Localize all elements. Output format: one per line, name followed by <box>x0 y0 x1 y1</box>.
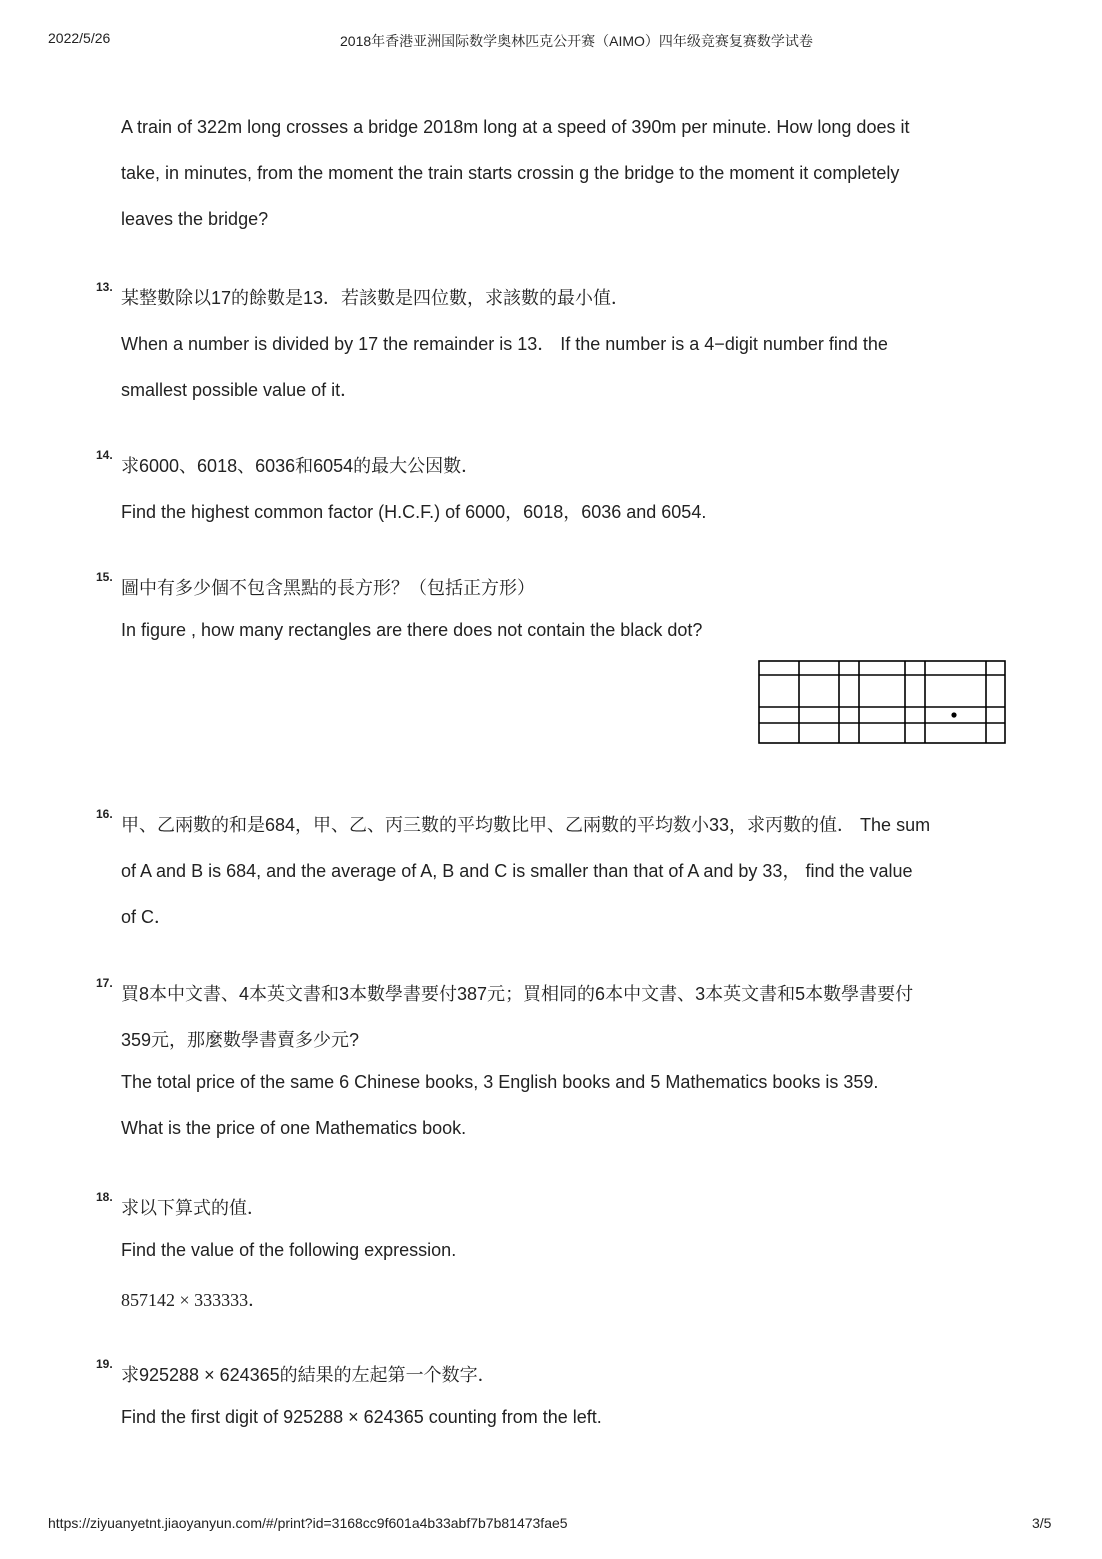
q16-line-1: 甲、乙兩數的和是684，甲、乙、丙三數的平均數比甲、乙兩數的平均数小33，求丙數的值． The sum <box>121 815 931 835</box>
q19-chinese: 求925288 × 624365的結果的左起第一个数字． <box>121 1365 496 1385</box>
q13-chinese: 某整數除以17的餘數是13．若該數是四位數，求該數的最小值． <box>121 288 630 308</box>
q13-english-2: smallest possible value of it． <box>121 380 359 400</box>
rectangle-grid-figure <box>758 660 1008 746</box>
header-title: 2018年香港亚洲国际数学奥林匹克公开赛（AIMO）四年级竞赛复赛数学试卷 <box>340 33 813 49</box>
q13-number: 13. <box>96 280 113 294</box>
q16-number: 16. <box>96 807 113 821</box>
q17-chinese-1: 買8本中文書、4本英文書和3本數學書要付387元；買相同的6本中文書、3本英文書和5本數學書要付 <box>121 984 914 1004</box>
q17-english-2: What is the price of one Mathematics book. <box>121 1118 467 1138</box>
q13-english-1: When a number is divided by 17 the remainder is 13． If the number is a 4−digit number find the <box>121 334 888 354</box>
q14-chinese: 求6000、6018、6036和6054的最大公因數． <box>121 456 480 476</box>
q17-chinese-2: 359元，那麼數學書賣多少元? <box>121 1030 360 1050</box>
q17-number: 17. <box>96 976 113 990</box>
q15-english: In figure , how many rectangles are there does not contain the black dot? <box>121 620 703 640</box>
q18-english: Find the value of the following expression. <box>121 1240 457 1260</box>
footer-url[interactable]: https://ziyuanyetnt.jiaoyanyun.com/#/print?id=3168cc9f601a4b33abf7b7b81473fae5 <box>48 1515 568 1531</box>
q19-english: Find the first digit of 925288 × 624365 counting from the left. <box>121 1407 602 1427</box>
q12-line-2: take, in minutes, from the moment the train starts crossin g the bridge to the moment it completely <box>121 163 900 183</box>
q19-number: 19. <box>96 1357 113 1371</box>
q16-line-2: of A and B is 684, and the average of A, B and C is smaller than that of A and by 33， find the value <box>121 861 913 881</box>
q12-line-3: leaves the bridge? <box>121 209 269 229</box>
grid-outer-border <box>759 661 1005 743</box>
q15-chinese: 圖中有多少個不包含黑點的長方形？（包括正方形） <box>121 578 535 598</box>
q12-line-1: A train of 322m long crosses a bridge 2018m long at a speed of 390m per minute. How long does it <box>121 117 910 137</box>
q14-number: 14. <box>96 448 113 462</box>
q18-chinese: 求以下算式的值． <box>121 1198 265 1218</box>
q15-number: 15. <box>96 570 113 584</box>
q17-english-1: The total price of the same 6 Chinese books, 3 English books and 5 Mathematics books is 359. <box>121 1072 879 1092</box>
header-date: 2022/5/26 <box>48 30 111 46</box>
q18-number: 18. <box>96 1190 113 1204</box>
q14-english: Find the highest common factor (H.C.F.) of 6000，6018，6036 and 6054. <box>121 502 707 522</box>
footer-page-number: 3/5 <box>1032 1515 1052 1531</box>
q16-line-3: of C． <box>121 907 173 927</box>
black-dot <box>951 712 956 717</box>
q18-expression: 857142 × 333333． <box>121 1290 267 1310</box>
